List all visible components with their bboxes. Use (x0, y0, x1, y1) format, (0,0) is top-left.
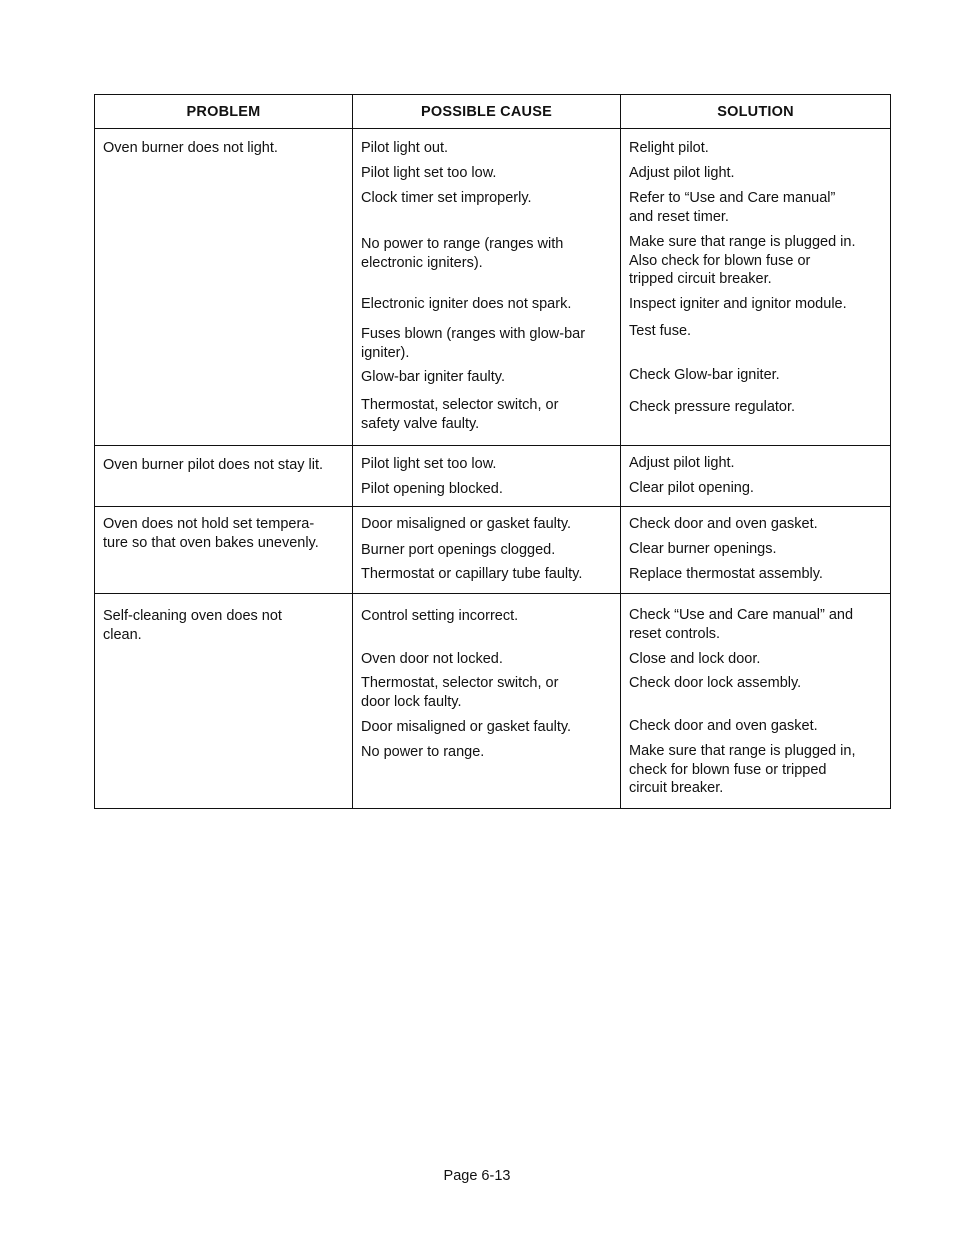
causes-cell (353, 129, 621, 446)
header-possible-cause: POSSIBLE CAUSE (353, 95, 621, 129)
problem-cell (95, 594, 353, 809)
solutions-cell (621, 507, 891, 594)
cause-item: Glow-bar igniter faulty. (361, 369, 505, 385)
header-problem: PROBLEM (95, 95, 353, 129)
solutions-cell (621, 129, 891, 446)
cause-item: Thermostat, selector switch, or door lock faulty. (361, 675, 559, 710)
page-number: Page 6-13 (443, 1168, 511, 1184)
solution-item: Check Glow-bar igniter. (629, 367, 780, 383)
table-row (95, 446, 891, 507)
solution-item: Check door lock assembly. (629, 675, 802, 691)
solutions-cell (621, 594, 891, 809)
solution-item: Relight pilot. (629, 140, 709, 156)
table-row (95, 129, 891, 446)
cause-item: Door misaligned or gasket faulty. (361, 719, 572, 735)
cause-item: Control setting incorrect. (361, 608, 519, 624)
problem-cell (95, 446, 353, 507)
cause-item: Oven door not locked. (361, 651, 503, 667)
problem-text: Oven burner does not light. (103, 140, 278, 156)
causes-cell (353, 594, 621, 809)
problem-cell (95, 129, 353, 446)
cause-item: Thermostat, selector switch, or safety valve faulty. (361, 397, 559, 432)
solution-item: Check door and oven gasket. (629, 516, 818, 532)
table-header-row (95, 95, 891, 129)
solution-item: Close and lock door. (629, 651, 761, 667)
header-solution: SOLUTION (621, 95, 891, 129)
solution-item: Clear pilot opening. (629, 480, 754, 496)
problem-cell (95, 507, 353, 594)
cause-item: Pilot light out. (361, 140, 449, 156)
solution-item: Adjust pilot light. (629, 455, 735, 471)
problem-text: Self-cleaning oven does not clean. (103, 608, 282, 643)
table-row (95, 594, 891, 809)
troubleshooting-table-container (94, 94, 890, 809)
solution-item: Refer to “Use and Care manual” and reset timer. (629, 190, 836, 225)
causes-cell (353, 507, 621, 594)
solutions-cell (621, 446, 891, 507)
causes-cell (353, 446, 621, 507)
solution-item: Inspect igniter and ignitor module. (629, 296, 847, 312)
solution-item: Make sure that range is plugged in. Also check for blown fuse or tripped circuit breaker. (629, 234, 856, 287)
solution-item: Test fuse. (629, 323, 692, 339)
problem-text: Oven does not hold set tempera- ture so that oven bakes unevenly. (103, 516, 319, 551)
solution-item: Check pressure regulator. (629, 399, 796, 415)
problem-text: Oven burner pilot does not stay lit. (103, 457, 324, 473)
table-row (95, 507, 891, 594)
cause-item: No power to range (ranges with electronic igniters). (361, 236, 564, 271)
solution-item: Make sure that range is plugged in, check for blown fuse or tripped circuit breaker. (629, 743, 856, 796)
cause-item: Fuses blown (ranges with glow-bar igniter). (361, 326, 586, 361)
solution-item: Replace thermostat assembly. (629, 566, 823, 582)
solution-item: Clear burner openings. (629, 541, 777, 557)
troubleshooting-table (94, 94, 891, 809)
cause-item: Burner port openings clogged. (361, 542, 556, 558)
solution-item: Adjust pilot light. (629, 165, 735, 181)
cause-item: Pilot light set too low. (361, 165, 497, 181)
cause-item: Pilot opening blocked. (361, 481, 503, 497)
cause-item: Clock timer set improperly. (361, 190, 532, 206)
solution-item: Check “Use and Care manual” and reset controls. (629, 607, 854, 642)
solution-item: Check door and oven gasket. (629, 718, 818, 734)
cause-item: Door misaligned or gasket faulty. (361, 516, 572, 532)
cause-item: Pilot light set too low. (361, 456, 497, 472)
cause-item: No power to range. (361, 744, 485, 760)
cause-item: Thermostat or capillary tube faulty. (361, 566, 583, 582)
cause-item: Electronic igniter does not spark. (361, 296, 572, 312)
